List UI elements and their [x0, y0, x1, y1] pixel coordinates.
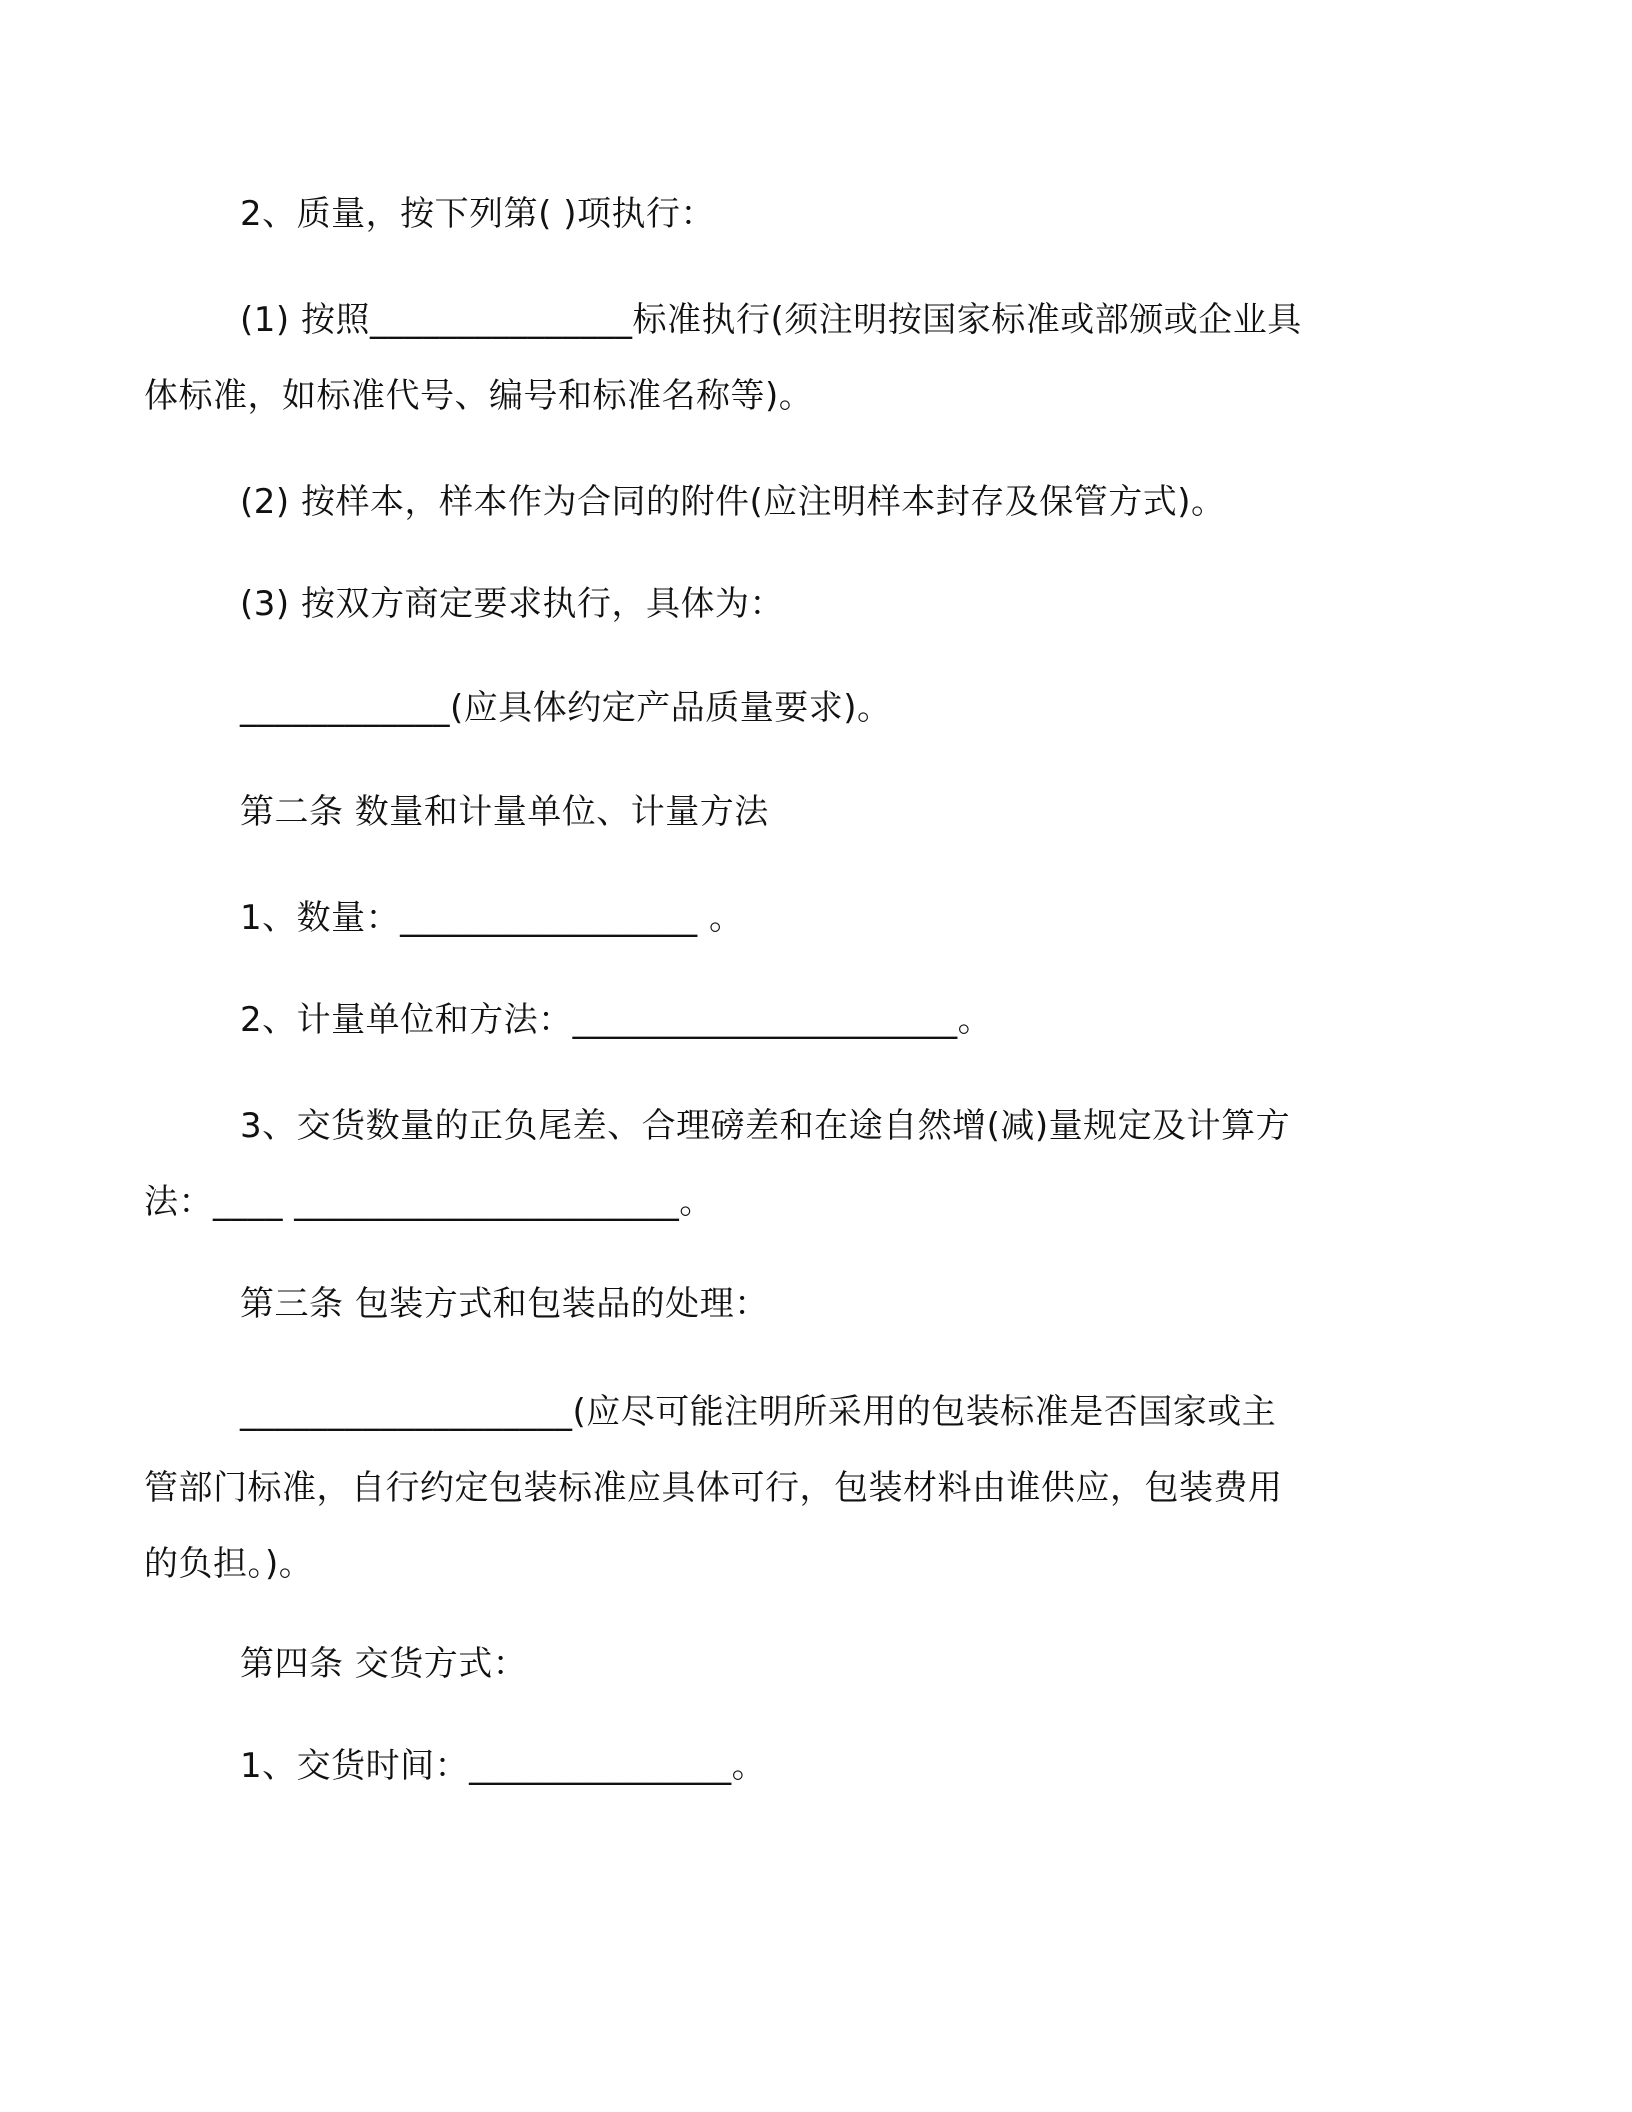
section-title-article-3: 第三条 包装方式和包装品的处理：	[240, 1284, 769, 1324]
paragraph-unit-method: 2、计量单位和方法：______________________。	[240, 1000, 993, 1040]
paragraph-quality-requirement-blank: ____________(应具体约定产品质量要求)。	[240, 688, 892, 728]
section-title-article-4: 第四条 交货方式：	[240, 1644, 528, 1684]
paragraph-quantity: 1、数量：_________________ 。	[240, 898, 744, 938]
paragraph-quality-heading: 2、质量，按下列第( )项执行：	[240, 194, 715, 234]
paragraph-delivery-tolerance: 3、交货数量的正负尾差、合理磅差和在途自然增(减)量规定及计算方法：____ ______________________。	[144, 1106, 1291, 1222]
section-title-article-2: 第二条 数量和计量单位、计量方法	[240, 792, 769, 832]
paragraph-quality-option-3: (3) 按双方商定要求执行，具体为：	[240, 584, 784, 624]
paragraph-packaging: ___________________(应尽可能注明所采用的包装标准是否国家或主管部门标准，自行约定包装标准应具体可行，包装材料由谁供应，包装费用的负担。)。	[144, 1392, 1283, 1584]
paragraph-delivery-time: 1、交货时间：_______________。	[240, 1746, 767, 1786]
paragraph-quality-option-2: (2) 按样本，样本作为合同的附件(应注明样本封存及保管方式)。	[240, 482, 1226, 522]
paragraph-quality-option-1: (1) 按照_______________标准执行(须注明按国家标准或部颁或企业具体标准，如标准代号、编号和标准名称等)。	[144, 300, 1302, 416]
